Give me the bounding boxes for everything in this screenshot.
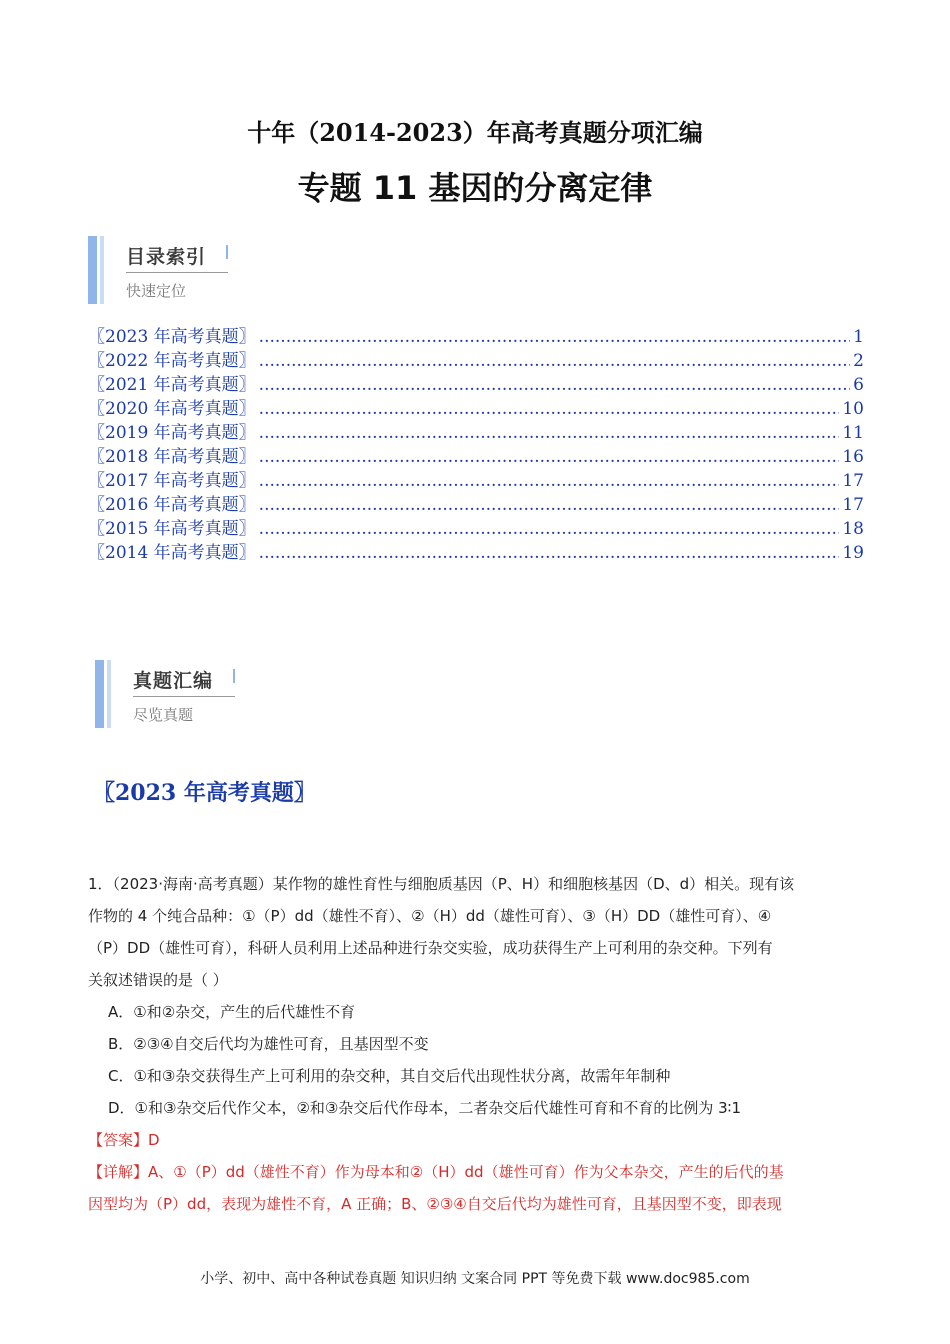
badge-tick-icon (226, 245, 228, 259)
toc-badge-subtitle: 快速定位 (126, 282, 187, 300)
toc-leader (259, 351, 851, 371)
toc-badge (88, 236, 288, 306)
section-badge (95, 660, 295, 730)
table-of-contents (88, 322, 864, 562)
toc-item-label: 〖2019 年高考真题〗 (88, 423, 256, 443)
badge-tick-icon (233, 669, 235, 683)
toc-item-page: 19 (842, 543, 864, 563)
toc-item-page: 2 (853, 351, 864, 371)
page-footer: 小学、初中、高中各种试卷真题 知识归纳 文案合同 PPT 等免费下载 www.doc985.com (200, 1271, 750, 1287)
question-stem-line: 作物的 4 个纯合品种：①（P）dd（雄性不育）、②（H）dd（雄性可育）、③（H）DD（雄性可育）、④ (88, 907, 772, 925)
detail-line: 【详解】A、①（P）dd（雄性不育）作为母本和②（H）dd（雄性可育）作为父本杂交，产生的后代的基 (88, 1163, 784, 1181)
toc-item-2019[interactable] (88, 418, 864, 442)
toc-leader (259, 375, 851, 395)
question-1 (88, 868, 868, 1220)
toc-item-page: 10 (842, 399, 864, 419)
question-stem-line: 1．（2023·海南·高考真题）某作物的雄性育性与细胞质基因（P、H）和细胞核基因（D、d）相关。现有该 (88, 875, 795, 893)
option-c: C．①和③杂交获得生产上可利用的杂交种，其自交后代出现性状分离，故需年年制种 (108, 1067, 671, 1085)
answer: 【答案】D (88, 1131, 160, 1149)
toc-item-2023[interactable] (88, 322, 864, 346)
toc-leader (259, 399, 840, 419)
badge-bar-light-icon (100, 236, 104, 304)
toc-item-label: 〖2015 年高考真题〗 (88, 519, 256, 539)
toc-leader (259, 543, 840, 563)
badge-bar-icon (88, 236, 97, 304)
option-b: B．②③④自交后代均为雄性可育，且基因型不变 (108, 1035, 429, 1053)
toc-item-2020[interactable] (88, 394, 864, 418)
badge-divider (126, 272, 228, 273)
badge-bar-icon (95, 660, 104, 728)
toc-item-2016[interactable] (88, 490, 864, 514)
toc-item-page: 1 (853, 327, 864, 347)
section-heading-2023: 〖2023 年高考真题〗 (93, 780, 316, 806)
toc-badge-title: 目录索引 (126, 246, 207, 268)
toc-item-page: 18 (842, 519, 864, 539)
toc-item-label: 〖2023 年高考真题〗 (88, 327, 256, 347)
toc-item-label: 〖2016 年高考真题〗 (88, 495, 256, 515)
toc-item-2014[interactable] (88, 538, 864, 562)
toc-leader (259, 327, 851, 347)
badge-divider (133, 696, 235, 697)
option-a: A．①和②杂交，产生的后代雄性不育 (108, 1003, 356, 1021)
toc-item-page: 17 (842, 495, 864, 515)
toc-item-2021[interactable] (88, 370, 864, 394)
toc-item-label: 〖2017 年高考真题〗 (88, 471, 256, 491)
section-badge-title: 真题汇编 (133, 670, 214, 692)
toc-item-label: 〖2022 年高考真题〗 (88, 351, 256, 371)
toc-item-label: 〖2020 年高考真题〗 (88, 399, 256, 419)
section-badge-subtitle: 尽览真题 (133, 706, 194, 724)
toc-item-2018[interactable] (88, 442, 864, 466)
toc-item-label: 〖2014 年高考真题〗 (88, 543, 256, 563)
toc-item-page: 11 (842, 423, 864, 443)
option-d: D．①和③杂交后代作父本，②和③杂交后代作母本，二者杂交后代雄性可育和不育的比例为 3∶1 (108, 1099, 742, 1117)
document-title: 专题 11 基因的分离定律 (297, 169, 653, 207)
toc-item-page: 6 (853, 375, 864, 395)
toc-leader (259, 447, 840, 467)
badge-bar-light-icon (107, 660, 111, 728)
toc-item-2022[interactable] (88, 346, 864, 370)
toc-item-2017[interactable] (88, 466, 864, 490)
toc-item-label: 〖2018 年高考真题〗 (88, 447, 256, 467)
toc-item-page: 17 (842, 471, 864, 491)
question-stem-line: 关叙述错误的是（ ） (88, 971, 228, 989)
toc-leader (259, 471, 840, 491)
detail-line: 因型均为（P）dd，表现为雄性不育，A 正确；B、②③④自交后代均为雄性可育，且基因型不变，即表现 (88, 1195, 782, 1213)
toc-leader (259, 519, 840, 539)
toc-leader (259, 423, 840, 443)
toc-item-label: 〖2021 年高考真题〗 (88, 375, 256, 395)
document-subtitle: 十年（2014-2023）年高考真题分项汇编 (247, 118, 703, 147)
toc-item-page: 16 (842, 447, 864, 467)
toc-leader (259, 495, 840, 515)
toc-item-2015[interactable] (88, 514, 864, 538)
question-stem-line: （P）DD（雄性可育），科研人员利用上述品种进行杂交实验，成功获得生产上可利用的杂交种。下列有 (88, 939, 773, 957)
